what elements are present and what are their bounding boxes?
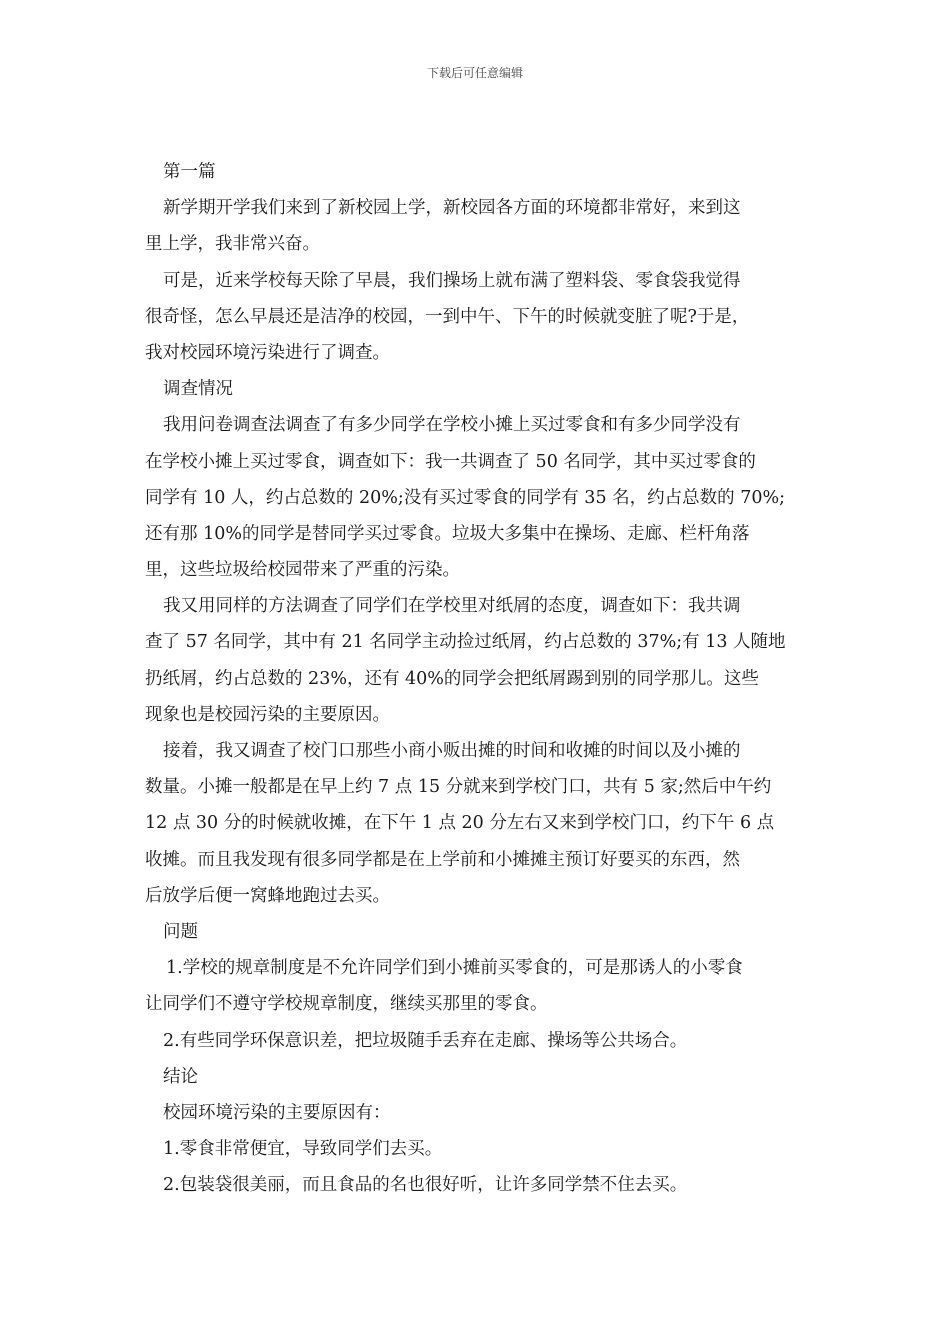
text-line: 我又用同样的方法调查了同学们在学校里对纸屑的态度，调查如下：我共调 xyxy=(163,596,741,617)
text-line: 数量。小摊一般都是在早上约 7 点 15 分就来到学校门口，共有 5 家;然后中午约 xyxy=(145,777,772,798)
text-line: 2.有些同学环保意识差，把垃圾随手丢弃在走廊、操场等公共场合。 xyxy=(163,1030,688,1051)
text-line: 调查情况 xyxy=(163,379,233,400)
text-line: 2.包装袋很美丽，而且食品的名也很好听，让许多同学禁不住去买。 xyxy=(163,1175,688,1196)
text-line: 新学期开学我们来到了新校园上学，新校园各方面的环境都非常好，来到这 xyxy=(163,198,741,219)
text-line: 校园环境污染的主要原因有： xyxy=(163,1102,391,1123)
text-line: 我用问卷调查法调查了有多少同学在学校小摊上买过零食和有多少同学没有 xyxy=(163,415,741,436)
text-line: 让同学们不遵守学校规章制度，继续买那里的零食。 xyxy=(145,994,548,1015)
text-line: 我对校园环境污染进行了调查。 xyxy=(145,342,390,363)
text-line: 扔纸屑，约占总数的 23%，还有 40%的同学会把纸屑踢到别的同学那儿。这些 xyxy=(145,668,759,689)
text-line: 里，这些垃圾给校园带来了严重的污染。 xyxy=(145,560,460,581)
text-line: 结论 xyxy=(163,1066,198,1087)
text-line: 现象也是校园污染的主要原因。 xyxy=(145,704,390,725)
document-body xyxy=(145,154,810,1203)
text-line: 同学有 10 人，约占总数的 20%;没有买过零食的同学有 35 名，约占总数的 70%; xyxy=(145,487,785,508)
text-line: 1.零食非常便宜，导致同学们去买。 xyxy=(163,1139,443,1160)
text-line: 1.学校的规章制度是不允许同学们到小摊前买零食的，可是那诱人的小零食 xyxy=(166,958,743,979)
text-line: 收摊。而且我发现有很多同学都是在上学前和小摊摊主预订好要买的东西，然 xyxy=(145,849,740,870)
text-line: 还有那 10%的同学是替同学买过零食。垃圾大多集中在操场、走廊、栏杆角落 xyxy=(145,523,750,544)
page-header: 下载后可任意编辑 xyxy=(426,66,523,80)
text-line: 查了 57 名同学，其中有 21 名同学主动捡过纸屑，约占总数的 37%;有 13 人随地 xyxy=(145,632,786,653)
text-line: 第一篇 xyxy=(163,162,216,182)
text-line: 里上学，我非常兴奋。 xyxy=(145,234,320,255)
text-line: 在学校小摊上买过零食，调查如下：我一共调查了 50 名同学，其中买过零食的 xyxy=(145,451,756,472)
text-line: 接着，我又调查了校门口那些小商小贩出摊的时间和收摊的时间以及小摊的 xyxy=(163,741,741,761)
text-line: 很奇怪，怎么早晨还是洁净的校园，一到中午、下午的时候就变脏了呢?于是， xyxy=(145,306,750,327)
text-line: 12 点 30 分的时候就收摊，在下午 1 点 20 分左右又来到学校门口，约下午 6 点 xyxy=(145,813,775,834)
text-line: 后放学后便一窝蜂地跑过去买。 xyxy=(145,885,390,906)
text-line: 问题 xyxy=(163,921,198,942)
text-line: 可是，近来学校每天除了早晨，我们操场上就布满了塑料袋、零食袋我觉得 xyxy=(163,270,741,291)
